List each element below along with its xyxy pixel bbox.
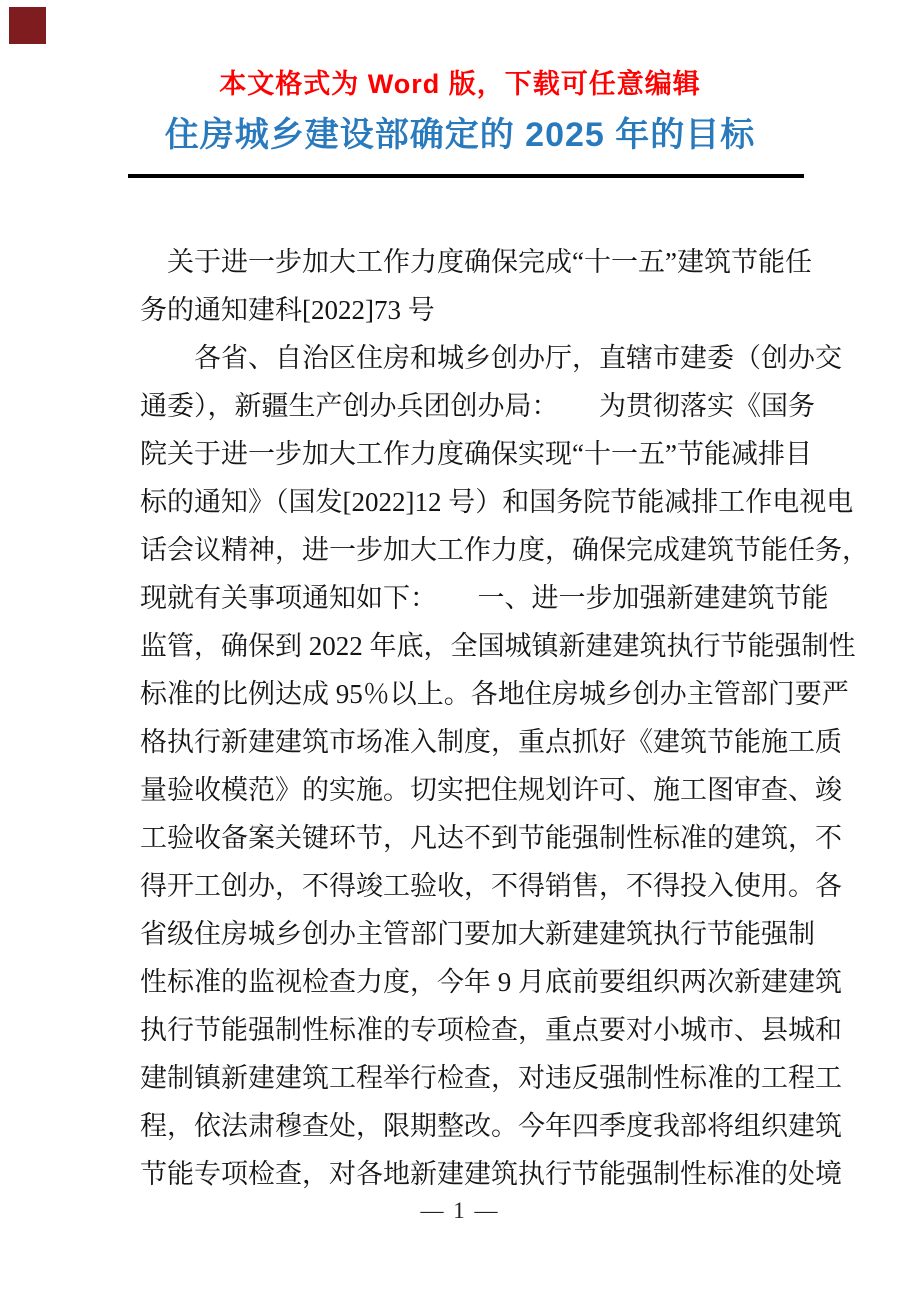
- document-body: [140, 238, 869, 1198]
- text-line: 量验收模范》的实施。切实把住规划许可、施工图审查、竣: [140, 775, 842, 805]
- text-line: 通委），新疆生产创办兵团创办局： 为贯彻落实《国务: [140, 391, 815, 421]
- title-divider: [128, 174, 804, 178]
- page-title: 住房城乡建设部确定的 2025 年的目标: [164, 116, 756, 154]
- text-line: 建制镇新建建筑工程举行检查，对违反强制性标准的工程工: [140, 1063, 842, 1093]
- text-line: 关于进一步加大工作力度确保完成“十一五”建筑节能任: [140, 247, 812, 277]
- text-line: 工验收备案关键环节，凡达不到节能强制性标准的建筑，不: [140, 823, 842, 853]
- text-line: 省级住房城乡创办主管部门要加大新建建筑执行节能强制: [140, 919, 815, 949]
- text-line: 格执行新建建筑市场准入制度，重点抓好《建筑节能施工质: [140, 727, 842, 757]
- text-line: 得开工创办，不得竣工验收，不得销售，不得投入使用。各: [140, 871, 842, 901]
- text-line: 监管，确保到 2022 年底，全国城镇新建建筑执行节能强制性: [140, 631, 856, 661]
- text-line: 各省、自治区住房和城乡创办厅，直辖市建委（创办交: [140, 343, 842, 373]
- page-number: — 1 —: [420, 1198, 500, 1223]
- text-line: 标准的比例达成 95％以上。各地住房城乡创办主管部门要严: [140, 679, 849, 709]
- text-line: 现就有关事项通知如下： 一、进一步加强新建建筑节能: [140, 583, 829, 613]
- text-line: 务的通知建科[2022]73 号: [140, 295, 435, 325]
- text-line: 标的通知》（国发[2022]12 号）和国务院节能减排工作电视电: [140, 487, 854, 517]
- text-line: 性标准的监视检查力度，今年 9 月底前要组织两次新建建筑: [140, 967, 842, 997]
- text-line: 院关于进一步加大工作力度确保实现“十一五”节能减排目: [140, 439, 812, 469]
- text-line: 执行节能强制性标准的专项检查，重点要对小城市、县城和: [140, 1015, 842, 1045]
- text-line: 话会议精神，进一步加大工作力度，确保完成建筑节能任务，: [140, 535, 869, 565]
- notice-banner: 本文格式为 Word 版，下载可任意编辑: [219, 69, 701, 99]
- text-line: 节能专项检查，对各地新建建筑执行节能强制性标准的处境: [140, 1159, 842, 1189]
- text-line: 程，依法肃穆查处，限期整改。今年四季度我部将组织建筑: [140, 1111, 842, 1141]
- corner-logo-square: [9, 7, 46, 44]
